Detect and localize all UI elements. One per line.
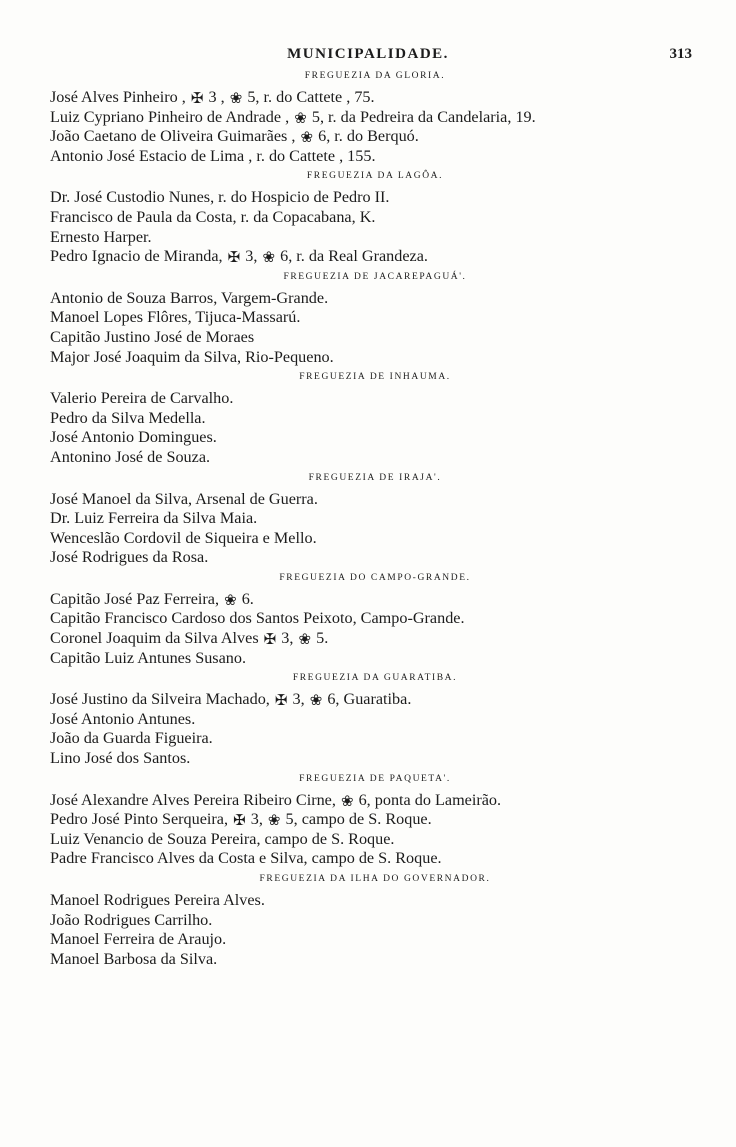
member-entry	[50, 749, 700, 769]
entry-text: João Caetano de Oliveira Guimarães ,	[50, 127, 300, 146]
entry-text: 3,	[246, 810, 267, 829]
entry-text: José Manoel da Silva, Arsenal de Guerra.	[50, 489, 318, 508]
parish-heading: FREGUEZIA DE INHAUMA.	[299, 372, 451, 383]
rose-decoration-icon: ❀	[340, 793, 354, 810]
parish-section	[50, 572, 700, 668]
entry-text: 3 ,	[204, 88, 229, 106]
entry-text: João da Guarda Figueira.	[50, 729, 213, 748]
member-entry	[50, 791, 700, 811]
member-entry	[50, 509, 700, 529]
parish-heading: FREGUEZIA DO CAMPO-GRANDE.	[279, 572, 471, 583]
member-entry	[50, 328, 700, 348]
parish-section	[50, 773, 700, 869]
entry-text: Pedro José Pinto Serqueira,	[50, 810, 233, 829]
rose-decoration-icon: ❀	[224, 592, 237, 609]
rose-decoration-icon: ❀	[267, 813, 281, 830]
entry-text: Wenceslão Cordovil de Siqueira e Mello.	[50, 528, 317, 547]
member-entry	[50, 409, 700, 429]
entry-text: Francisco de Paula da Costa, r. da Copacabana, K.	[50, 207, 376, 226]
parish-heading: FREGUEZIA DE JACAREPAGUÁ'.	[283, 271, 467, 282]
entry-text: Capitão Francisco Cardoso dos Santos Peixoto, Campo-Grande.	[50, 609, 465, 628]
member-entry	[50, 247, 700, 267]
cross-decoration-icon: ✠	[263, 632, 277, 649]
cross-decoration-icon: ✠	[233, 813, 246, 830]
entry-text: 5, campo de S. Roque.	[281, 810, 432, 829]
parish-heading: FREGUEZIA DE PAQUETA'.	[299, 773, 451, 784]
entry-text: Antonio José Estacio de Lima , r. do Cattete , 155.	[50, 146, 376, 165]
member-entry	[50, 529, 700, 549]
cross-decoration-icon: ✠	[227, 250, 241, 267]
page-title: MUNICIPALIDADE.	[287, 46, 449, 62]
member-entry	[50, 649, 700, 669]
entry-text: 6.	[237, 589, 254, 608]
parish-heading: FREGUEZIA DA LAGÔA.	[306, 171, 444, 182]
entry-text: Lino José dos Santos.	[50, 749, 191, 768]
entry-text: Luiz Venancio de Souza Pereira, campo de S. Roque.	[50, 829, 395, 848]
parish-heading: FREGUEZIA DA ILHA DO GOVERNADOR.	[259, 874, 491, 884]
entry-text: Pedro da Silva Medella.	[50, 408, 206, 427]
member-entry	[50, 729, 700, 749]
member-entry	[50, 428, 700, 448]
entry-text: 6, r. do Berquó.	[314, 127, 419, 146]
parish-heading: FREGUEZIA DA GLORIA.	[304, 71, 446, 81]
member-entry	[50, 108, 700, 128]
parish-section	[50, 672, 700, 768]
entry-text: Ernesto Harper.	[50, 227, 152, 246]
entry-text: 5, r. do Cattete , 75.	[243, 88, 375, 106]
rose-decoration-icon: ❀	[300, 130, 314, 147]
member-entry	[50, 609, 700, 629]
member-entry	[50, 147, 700, 167]
entry-text: Padre Francisco Alves da Costa e Silva, campo de S. Roque.	[50, 849, 442, 868]
entry-text: Antonio de Souza Barros, Vargem-Grande.	[50, 288, 329, 307]
entry-text: Capitão José Paz Ferreira,	[50, 589, 224, 608]
parish-heading: FREGUEZIA DE IRAJA'.	[308, 472, 442, 483]
member-entry	[50, 891, 700, 911]
member-entry	[50, 348, 700, 368]
member-entry	[50, 690, 700, 710]
member-entry	[50, 590, 700, 610]
entry-text: Antonino José de Souza.	[50, 447, 211, 466]
member-entry	[50, 710, 700, 730]
parish-section	[50, 271, 700, 367]
entry-text: 5.	[312, 629, 329, 648]
member-entry	[50, 911, 700, 931]
entry-text: Manoel Barbosa da Silva.	[50, 949, 218, 968]
entry-text: José Antonio Domingues.	[50, 428, 217, 447]
member-entry	[50, 930, 700, 950]
member-entry	[50, 490, 700, 510]
running-head	[0, 46, 736, 70]
entry-text: José Rodrigues da Rosa.	[50, 548, 209, 567]
rose-decoration-icon: ❀	[229, 91, 243, 107]
member-entry	[50, 188, 700, 208]
entry-text: Pedro Ignacio de Miranda,	[50, 247, 227, 266]
cross-decoration-icon: ✠	[274, 693, 288, 710]
entry-text: Manoel Rodrigues Pereira Alves.	[50, 891, 265, 909]
entry-text: José Alves Pinheiro ,	[50, 88, 190, 106]
entry-text: 6, Guaratiba.	[323, 690, 412, 709]
rose-decoration-icon: ❀	[294, 110, 307, 127]
entry-text: José Alexandre Alves Pereira Ribeiro Cirne,	[50, 790, 340, 809]
entry-text: Coronel Joaquim da Silva Alves	[50, 629, 263, 648]
member-entry	[50, 830, 700, 850]
rose-decoration-icon: ❀	[262, 250, 276, 267]
member-entry	[50, 88, 700, 108]
entry-text: 6, ponta do Lameirão.	[354, 790, 502, 809]
member-entry	[50, 950, 700, 970]
rose-decoration-icon: ❀	[298, 632, 312, 649]
member-entry	[50, 308, 700, 328]
member-entry	[50, 629, 700, 649]
parish-section	[50, 371, 700, 467]
parish-section	[50, 472, 700, 568]
member-entry	[50, 208, 700, 228]
entry-text: Manoel Ferreira de Araujo.	[50, 930, 227, 949]
member-entry	[50, 228, 700, 248]
entry-text: Capitão Luiz Antunes Susano.	[50, 648, 247, 667]
parish-heading: FREGUEZIA DA GUARATIBA.	[292, 673, 458, 684]
entry-text: Dr. Luiz Ferreira da Silva Maia.	[50, 509, 258, 528]
entry-text: José Antonio Antunes.	[50, 709, 196, 728]
entry-text: 3,	[288, 690, 309, 709]
entry-text: José Justino da Silveira Machado,	[50, 690, 274, 709]
entry-text: 5, r. da Pedreira da Candelaria, 19.	[307, 107, 536, 126]
member-entry	[50, 849, 700, 869]
entry-text: João Rodrigues Carrilho.	[50, 910, 213, 929]
entry-text: Capitão Justino José de Moraes	[50, 327, 255, 346]
parish-section	[50, 70, 700, 166]
entry-text: Dr. José Custodio Nunes, r. do Hospicio de Pedro II.	[50, 188, 390, 207]
member-entry	[50, 389, 700, 409]
rose-decoration-icon: ❀	[309, 693, 323, 710]
entry-text: Major José Joaquim da Silva, Rio-Pequeno.	[50, 347, 334, 366]
parish-section	[50, 170, 700, 266]
entry-text: 6, r. da Real Grandeza.	[276, 247, 428, 266]
entry-text: 3,	[241, 247, 262, 266]
entry-text: 3,	[277, 629, 298, 648]
member-entry	[50, 548, 700, 568]
entry-text: Valerio Pereira de Carvalho.	[50, 389, 234, 408]
entry-text: Manoel Lopes Flôres, Tijuca-Massarú.	[50, 308, 301, 327]
page-number: 313	[669, 46, 692, 62]
parish-section	[50, 873, 700, 969]
entry-text: Luiz Cypriano Pinheiro de Andrade ,	[50, 107, 294, 126]
member-entry	[50, 448, 700, 468]
member-entry	[50, 810, 700, 830]
member-entry	[50, 127, 700, 147]
cross-decoration-icon: ✠	[190, 91, 204, 107]
document-body	[50, 70, 700, 969]
member-entry	[50, 289, 700, 309]
